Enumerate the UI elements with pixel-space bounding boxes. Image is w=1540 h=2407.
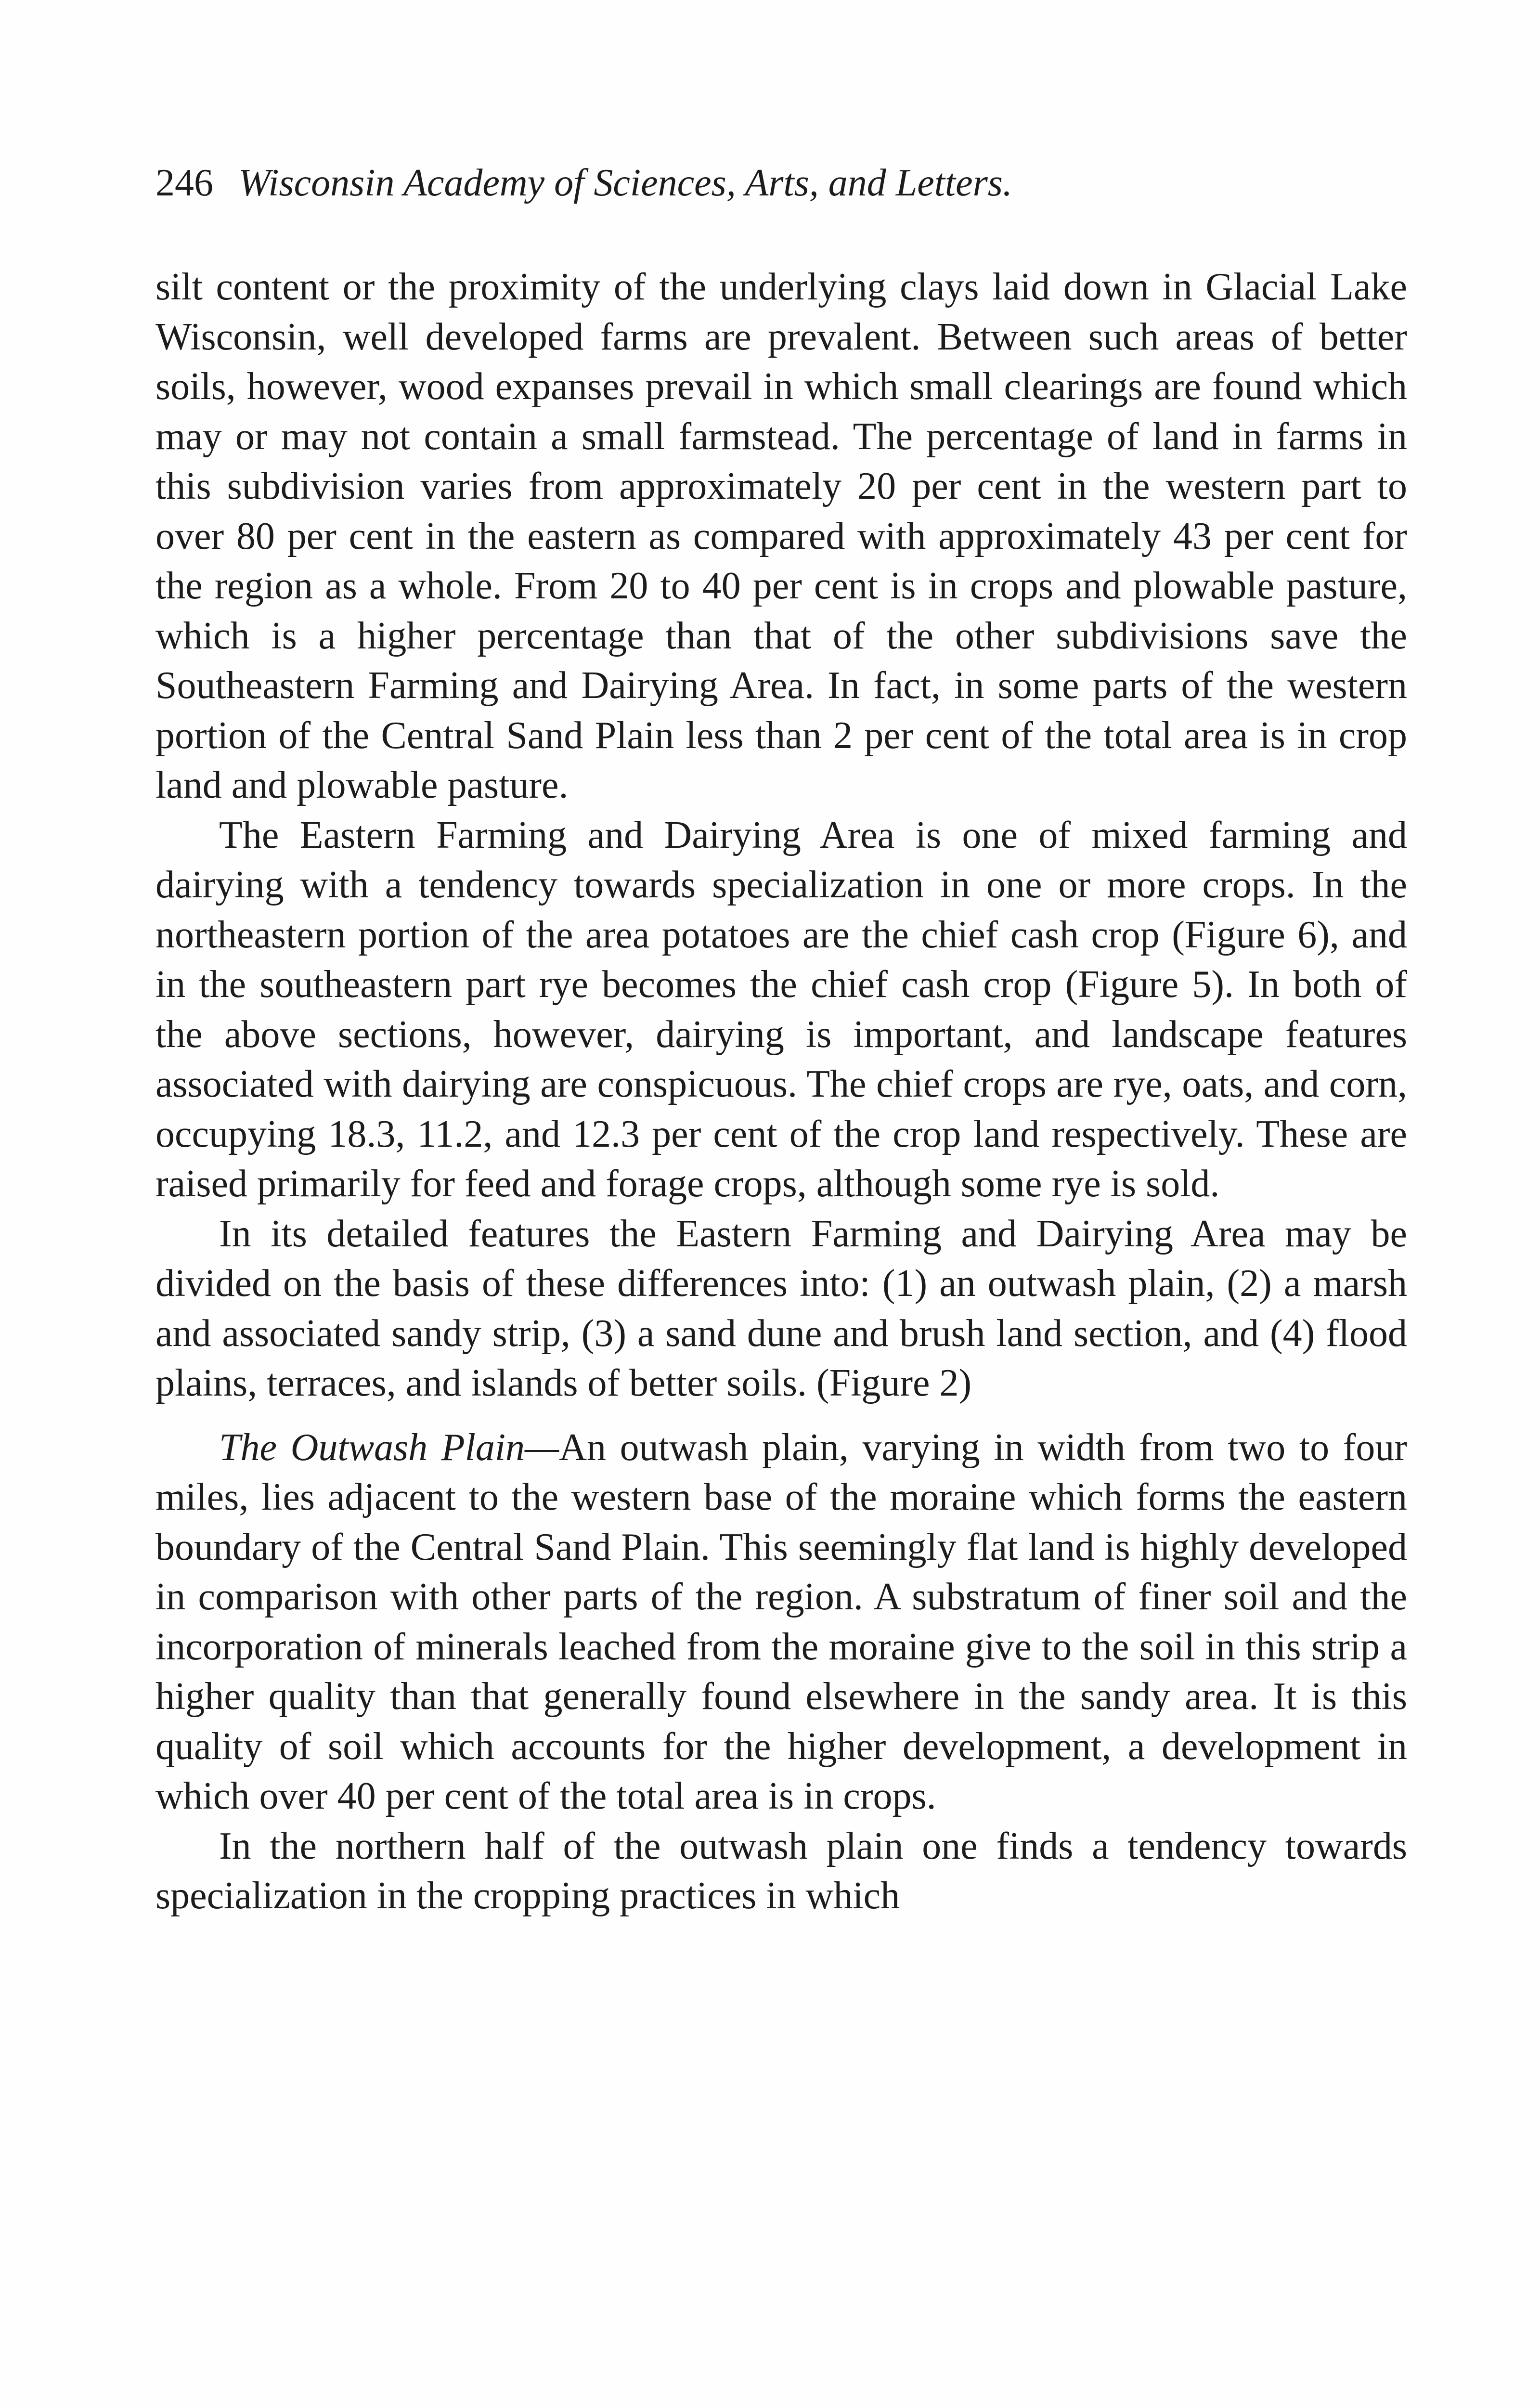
page-header [155, 154, 1407, 212]
paragraph-detailed-features: In its detailed features the Eastern Farming and Dairying Area may be divided on the basis of these differences into: (1) an outwash plain, (2) a marsh and associated sandy strip, (3) a sand dune and brush land section, and (4) flood plains, terraces, and islands of better soils. (Figure 2) [155, 1212, 1407, 1404]
body-text [155, 262, 1407, 1921]
paragraph-northern-half: In the northern half of the outwash plain one finds a tendency towards specialization in the cropping practices in which [155, 1825, 1407, 1917]
paragraph-eastern-farming: The Eastern Farming and Dairying Area is one of mixed farming and dairying with a tendency towards specialization in one or more crops. In the northeastern portion of the area potatoes are the chief cash crop (Figure 6), and in the southeastern part rye becomes the chief cash crop (Figure 5). In both of the above sections, however, dairying is important, and landscape features associated with dairying are conspicuous. The chief crops are rye, oats, and corn, occupying 18.3, 11.2, and 12.3 per cent of the crop land respectively. These are raised primarily for feed and forage crops, although some rye is sold. [155, 814, 1407, 1205]
paragraph-outwash-plain-text: An outwash plain, varying in width from two to four miles, lies adjacent to the western base of the moraine which forms the eastern boundary of the Central Sand Plain. This seemingly flat land is highly developed in comparison with other parts of the region. A substratum of finer soil and the incorporation of minerals leached from the moraine give to the soil in this strip a higher quality than that generally found elsewhere in the sandy area. It is this quality of soil which accounts for the higher development, a development in which over 40 per cent of the total area is in crops. [155, 1426, 1407, 1817]
page-number: 246 [155, 162, 213, 204]
section-heading: The Outwash Plain— [219, 1426, 559, 1469]
running-title: Wisconsin Academy of Sciences, Arts, and Letters. [238, 162, 1012, 204]
paragraph-continued: silt content or the proximity of the underlying clays laid down in Glacial Lake Wisconsin, well developed farms are prevalent. Between such areas of better soils, however, wood expanses prevail in which small clearings are found which may or may not contain a small farmstead. The percentage of land in farms in this subdivision varies from approximately 20 per cent in the western part to over 80 per cent in the eastern as compared with approximately 43 per cent for the region as a whole. From 20 to 40 per cent is in crops and plowable pasture, which is a higher percentage than that of the other subdivisions save the Southeastern Farming and Dairying Area. In fact, in some parts of the western portion of the Central Sand Plain less than 2 per cent of the total area is in crop land and plowable pasture. [155, 266, 1407, 806]
paragraph-outwash-plain [155, 1423, 1407, 1822]
